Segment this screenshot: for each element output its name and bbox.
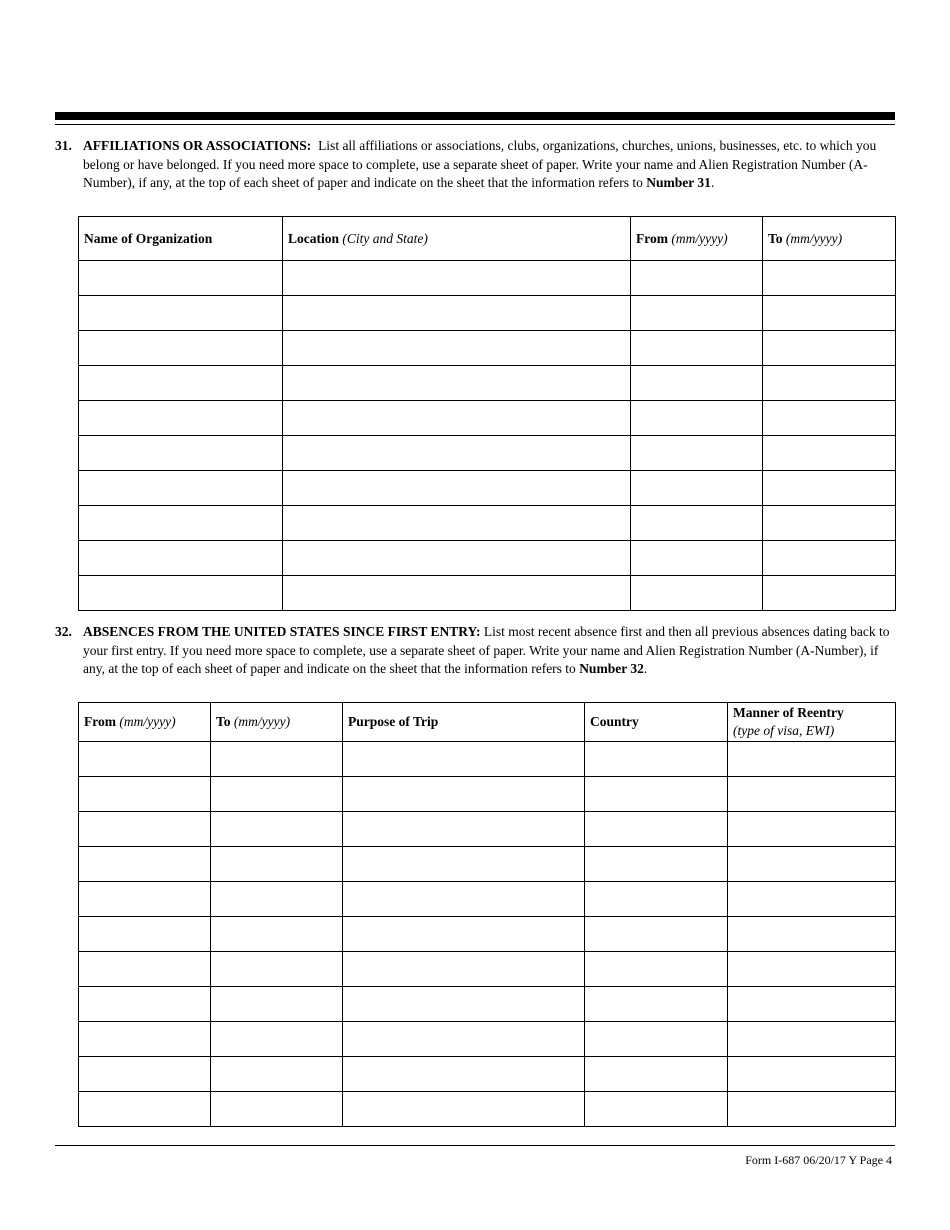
absence-cell (211, 1022, 343, 1057)
absence-cell (585, 882, 728, 917)
affiliation-cell-input[interactable] (763, 585, 895, 601)
affiliation-cell-input[interactable] (79, 305, 282, 321)
affiliation-cell (631, 331, 763, 366)
affiliation-cell (763, 576, 896, 611)
absence-cell-input[interactable] (728, 926, 895, 942)
affiliation-cell-input[interactable] (631, 445, 762, 461)
affiliation-cell (283, 541, 631, 576)
affiliation-cell-input[interactable] (631, 410, 762, 426)
affiliation-cell-input[interactable] (631, 515, 762, 531)
affiliation-cell-input[interactable] (79, 515, 282, 531)
absence-cell (585, 812, 728, 847)
absence-row (79, 917, 896, 952)
affiliation-cell (283, 331, 631, 366)
top-thick-rule (55, 112, 895, 120)
absence-cell (728, 952, 896, 987)
absence-cell-input[interactable] (211, 821, 342, 837)
affiliation-cell (763, 296, 896, 331)
affiliation-cell (283, 261, 631, 296)
affiliation-cell-input[interactable] (631, 550, 762, 566)
absence-cell (343, 1022, 585, 1057)
col-from: From (mm/yyyy) (631, 217, 763, 261)
absences-table (78, 702, 896, 1127)
absence-cell (585, 777, 728, 812)
affiliation-cell (79, 366, 283, 401)
absence-cell-input[interactable] (211, 891, 342, 907)
affiliation-cell-input[interactable] (79, 270, 282, 286)
absence-cell-input[interactable] (728, 821, 895, 837)
absence-cell-input[interactable] (79, 821, 210, 837)
absence-cell (585, 1022, 728, 1057)
affiliation-cell-input[interactable] (763, 480, 895, 496)
absence-row (79, 1022, 896, 1057)
absence-cell (728, 917, 896, 952)
affiliation-cell (763, 261, 896, 296)
absence-cell-input[interactable] (343, 996, 584, 1012)
absence-cell (79, 882, 211, 917)
affiliation-cell (79, 296, 283, 331)
absence-cell-input[interactable] (79, 856, 210, 872)
affiliation-cell (631, 366, 763, 401)
affiliation-cell-input[interactable] (79, 585, 282, 601)
affiliation-cell-input[interactable] (631, 270, 762, 286)
absence-cell-input[interactable] (343, 961, 584, 977)
absence-cell-input[interactable] (343, 926, 584, 942)
affiliation-cell-input[interactable] (283, 480, 630, 496)
affiliation-cell-input[interactable] (763, 445, 895, 461)
absence-cell (343, 987, 585, 1022)
affiliation-cell (763, 471, 896, 506)
absence-cell-input[interactable] (79, 1031, 210, 1047)
absence-cell (79, 777, 211, 812)
affiliation-cell-input[interactable] (283, 305, 630, 321)
affiliation-cell-input[interactable] (763, 515, 895, 531)
col-purpose-of-trip: Purpose of Trip (343, 703, 585, 742)
absence-cell-input[interactable] (211, 786, 342, 802)
absence-cell (79, 812, 211, 847)
affiliation-cell (283, 366, 631, 401)
absence-cell-input[interactable] (728, 961, 895, 977)
absence-cell-input[interactable] (343, 1101, 584, 1117)
absence-cell-input[interactable] (211, 996, 342, 1012)
section-32-header (55, 623, 895, 679)
affiliation-row (79, 261, 896, 296)
absence-cell-input[interactable] (211, 1101, 342, 1117)
absence-cell (79, 917, 211, 952)
affiliation-cell (283, 401, 631, 436)
col-manner-of-reentry: Manner of Reentry (type of visa, EWI) (728, 703, 896, 742)
affiliation-cell-input[interactable] (283, 550, 630, 566)
col-location: Location (City and State) (283, 217, 631, 261)
affiliation-cell (763, 331, 896, 366)
absence-cell-input[interactable] (728, 856, 895, 872)
affiliation-cell-input[interactable] (79, 375, 282, 391)
top-thin-rule (55, 124, 895, 125)
affiliation-cell (763, 401, 896, 436)
absence-cell-input[interactable] (343, 891, 584, 907)
section-32-number: 32. (55, 624, 72, 639)
affiliation-cell (283, 296, 631, 331)
absences-header-row (79, 703, 896, 742)
absence-cell (79, 952, 211, 987)
affiliation-cell (631, 261, 763, 296)
absence-cell-input[interactable] (728, 1101, 895, 1117)
absence-cell-input[interactable] (79, 1101, 210, 1117)
absence-cell (728, 847, 896, 882)
affiliation-row (79, 506, 896, 541)
affiliation-cell (283, 436, 631, 471)
affiliation-row (79, 401, 896, 436)
affiliation-row (79, 296, 896, 331)
section-32-instructions: List most recent absence first and then all previous absences dating back to your first entry. If you need more space to complete, use a separate sheet of paper. Write your name and Alien Registration Number (A-Number), if any, at the top of each sheet of paper and indicate on the sheet that the information refers to (83, 624, 890, 676)
absence-cell-input[interactable] (585, 926, 727, 942)
absence-row (79, 882, 896, 917)
absence-cell-input[interactable] (585, 891, 727, 907)
absence-cell (79, 987, 211, 1022)
affiliation-cell (283, 471, 631, 506)
absence-cell (585, 917, 728, 952)
absence-cell (343, 882, 585, 917)
section-31-instructions: List all affiliations or associations, clubs, organizations, churches, unions, businesses, etc. to which you belong or have belonged. If you need more space to complete, use a separate sheet of paper. Write your name and Alien Registration Number (A-Number), if any, at the top of each sheet of paper and indicate on the sheet that the information refers to (83, 138, 877, 190)
absence-cell-input[interactable] (343, 1031, 584, 1047)
affiliation-cell (763, 541, 896, 576)
absence-cell-input[interactable] (728, 1031, 895, 1047)
absence-cell-input[interactable] (211, 1031, 342, 1047)
absence-row (79, 742, 896, 777)
affiliation-cell-input[interactable] (763, 340, 895, 356)
absence-cell (79, 847, 211, 882)
absence-cell (728, 987, 896, 1022)
affiliation-cell-input[interactable] (763, 305, 895, 321)
absence-cell (343, 917, 585, 952)
affiliation-cell (79, 261, 283, 296)
affiliation-cell-input[interactable] (763, 270, 895, 286)
absence-row (79, 1092, 896, 1127)
affiliation-cell (79, 331, 283, 366)
absence-cell-input[interactable] (211, 926, 342, 942)
section-31-title: AFFILIATIONS OR ASSOCIATIONS: (83, 138, 312, 153)
absence-cell-input[interactable] (728, 996, 895, 1012)
affiliation-cell-input[interactable] (79, 550, 282, 566)
absence-cell (728, 1057, 896, 1092)
absence-cell-input[interactable] (585, 856, 727, 872)
absence-cell (585, 847, 728, 882)
affiliation-cell-input[interactable] (283, 515, 630, 531)
absence-cell-input[interactable] (343, 1066, 584, 1082)
affiliation-cell-input[interactable] (631, 305, 762, 321)
affiliation-cell-input[interactable] (283, 410, 630, 426)
absence-cell (343, 812, 585, 847)
affiliation-cell (79, 541, 283, 576)
section-31-ref-end: . (710, 175, 715, 190)
absence-cell-input[interactable] (585, 751, 727, 767)
absence-cell (79, 742, 211, 777)
absence-cell (211, 847, 343, 882)
affiliation-cell-input[interactable] (79, 410, 282, 426)
absence-cell (79, 1022, 211, 1057)
absence-cell (343, 1092, 585, 1127)
absence-cell-input[interactable] (728, 786, 895, 802)
absence-cell (585, 1092, 728, 1127)
absence-cell-input[interactable] (585, 786, 727, 802)
affiliation-cell (631, 436, 763, 471)
section-32-ref: Number 32 (579, 661, 644, 676)
absence-cell-input[interactable] (585, 961, 727, 977)
absences-body (79, 742, 896, 1127)
absence-cell (343, 777, 585, 812)
absence-cell (211, 777, 343, 812)
absence-cell (585, 952, 728, 987)
absence-cell (211, 882, 343, 917)
absence-cell (211, 917, 343, 952)
affiliation-cell-input[interactable] (631, 585, 762, 601)
affiliation-cell-input[interactable] (631, 375, 762, 391)
absence-cell (343, 1057, 585, 1092)
col-absence-to: To (mm/yyyy) (211, 703, 343, 742)
affiliation-cell (79, 506, 283, 541)
absence-cell-input[interactable] (585, 821, 727, 837)
affiliation-cell (763, 436, 896, 471)
absence-cell-input[interactable] (343, 751, 584, 767)
absence-cell (728, 882, 896, 917)
affiliation-cell (631, 401, 763, 436)
absence-cell (211, 952, 343, 987)
affiliation-row (79, 576, 896, 611)
absence-row (79, 847, 896, 882)
absence-cell-input[interactable] (79, 1066, 210, 1082)
affiliation-cell-input[interactable] (79, 480, 282, 496)
affiliation-cell-input[interactable] (763, 410, 895, 426)
absence-cell (79, 1092, 211, 1127)
absence-cell-input[interactable] (79, 996, 210, 1012)
section-31-ref: Number 31 (646, 175, 711, 190)
affiliations-table (78, 216, 896, 611)
affiliation-cell-input[interactable] (763, 550, 895, 566)
affiliation-cell-input[interactable] (283, 585, 630, 601)
affiliation-cell (631, 506, 763, 541)
col-country: Country (585, 703, 728, 742)
absence-cell (728, 742, 896, 777)
section-32-title: ABSENCES FROM THE UNITED STATES SINCE FIRST ENTRY: (83, 624, 481, 639)
affiliation-cell-input[interactable] (631, 340, 762, 356)
absence-row (79, 952, 896, 987)
affiliation-cell-input[interactable] (631, 480, 762, 496)
affiliation-cell (631, 471, 763, 506)
absence-cell (343, 952, 585, 987)
affiliation-row (79, 541, 896, 576)
absence-cell-input[interactable] (79, 961, 210, 977)
section-31-header (55, 137, 895, 193)
absence-cell (211, 1092, 343, 1127)
absence-cell (211, 742, 343, 777)
absence-cell (79, 1057, 211, 1092)
absence-cell-input[interactable] (79, 786, 210, 802)
absence-cell (211, 987, 343, 1022)
affiliation-cell (283, 506, 631, 541)
absence-cell-input[interactable] (79, 751, 210, 767)
affiliation-cell-input[interactable] (763, 375, 895, 391)
affiliations-header-row (79, 217, 896, 261)
affiliation-row (79, 471, 896, 506)
absence-cell-input[interactable] (79, 926, 210, 942)
affiliation-row (79, 331, 896, 366)
affiliation-cell-input[interactable] (283, 445, 630, 461)
absence-cell-input[interactable] (79, 891, 210, 907)
affiliation-cell (631, 296, 763, 331)
footer-rule (55, 1145, 895, 1146)
absence-cell-input[interactable] (211, 751, 342, 767)
affiliation-cell (79, 576, 283, 611)
affiliation-cell (79, 401, 283, 436)
col-name-of-organization: Name of Organization (79, 217, 283, 261)
affiliation-cell (79, 436, 283, 471)
section-32-text (83, 623, 895, 679)
absence-cell-input[interactable] (211, 1066, 342, 1082)
affiliation-cell (763, 506, 896, 541)
absence-row (79, 987, 896, 1022)
absence-row (79, 777, 896, 812)
affiliation-cell-input[interactable] (283, 375, 630, 391)
affiliation-cell (631, 576, 763, 611)
absence-cell (728, 812, 896, 847)
affiliations-body (79, 261, 896, 611)
absence-cell (211, 1057, 343, 1092)
affiliation-cell (283, 576, 631, 611)
col-to: To (mm/yyyy) (763, 217, 896, 261)
form-footer: Form I-687 06/20/17 Y Page 4 (745, 1153, 892, 1167)
absence-cell (728, 1092, 896, 1127)
col-absence-from: From (mm/yyyy) (79, 703, 211, 742)
absence-cell-input[interactable] (343, 821, 584, 837)
affiliation-cell (631, 541, 763, 576)
affiliation-row (79, 436, 896, 471)
absence-cell (343, 742, 585, 777)
affiliation-cell (79, 471, 283, 506)
absence-cell-input[interactable] (343, 856, 584, 872)
absence-cell-input[interactable] (585, 996, 727, 1012)
affiliation-cell-input[interactable] (79, 340, 282, 356)
section-31-text (83, 137, 895, 193)
section-31-number: 31. (55, 138, 72, 153)
absence-cell-input[interactable] (728, 1066, 895, 1082)
affiliation-cell (763, 366, 896, 401)
absence-cell (728, 1022, 896, 1057)
absence-cell (585, 742, 728, 777)
absence-cell-input[interactable] (585, 1031, 727, 1047)
absence-cell-input[interactable] (728, 891, 895, 907)
absence-cell (343, 847, 585, 882)
affiliation-row (79, 366, 896, 401)
absence-cell-input[interactable] (211, 856, 342, 872)
absence-row (79, 1057, 896, 1092)
affiliation-cell-input[interactable] (79, 445, 282, 461)
affiliation-cell-input[interactable] (283, 340, 630, 356)
absence-cell-input[interactable] (585, 1066, 727, 1082)
absence-cell (728, 777, 896, 812)
absence-cell-input[interactable] (343, 786, 584, 802)
affiliation-cell-input[interactable] (283, 270, 630, 286)
absence-cell-input[interactable] (585, 1101, 727, 1117)
section-32-ref-end: . (643, 661, 648, 676)
absence-row (79, 812, 896, 847)
absence-cell-input[interactable] (728, 751, 895, 767)
absence-cell (211, 812, 343, 847)
absence-cell-input[interactable] (211, 961, 342, 977)
absence-cell (585, 987, 728, 1022)
absence-cell (585, 1057, 728, 1092)
